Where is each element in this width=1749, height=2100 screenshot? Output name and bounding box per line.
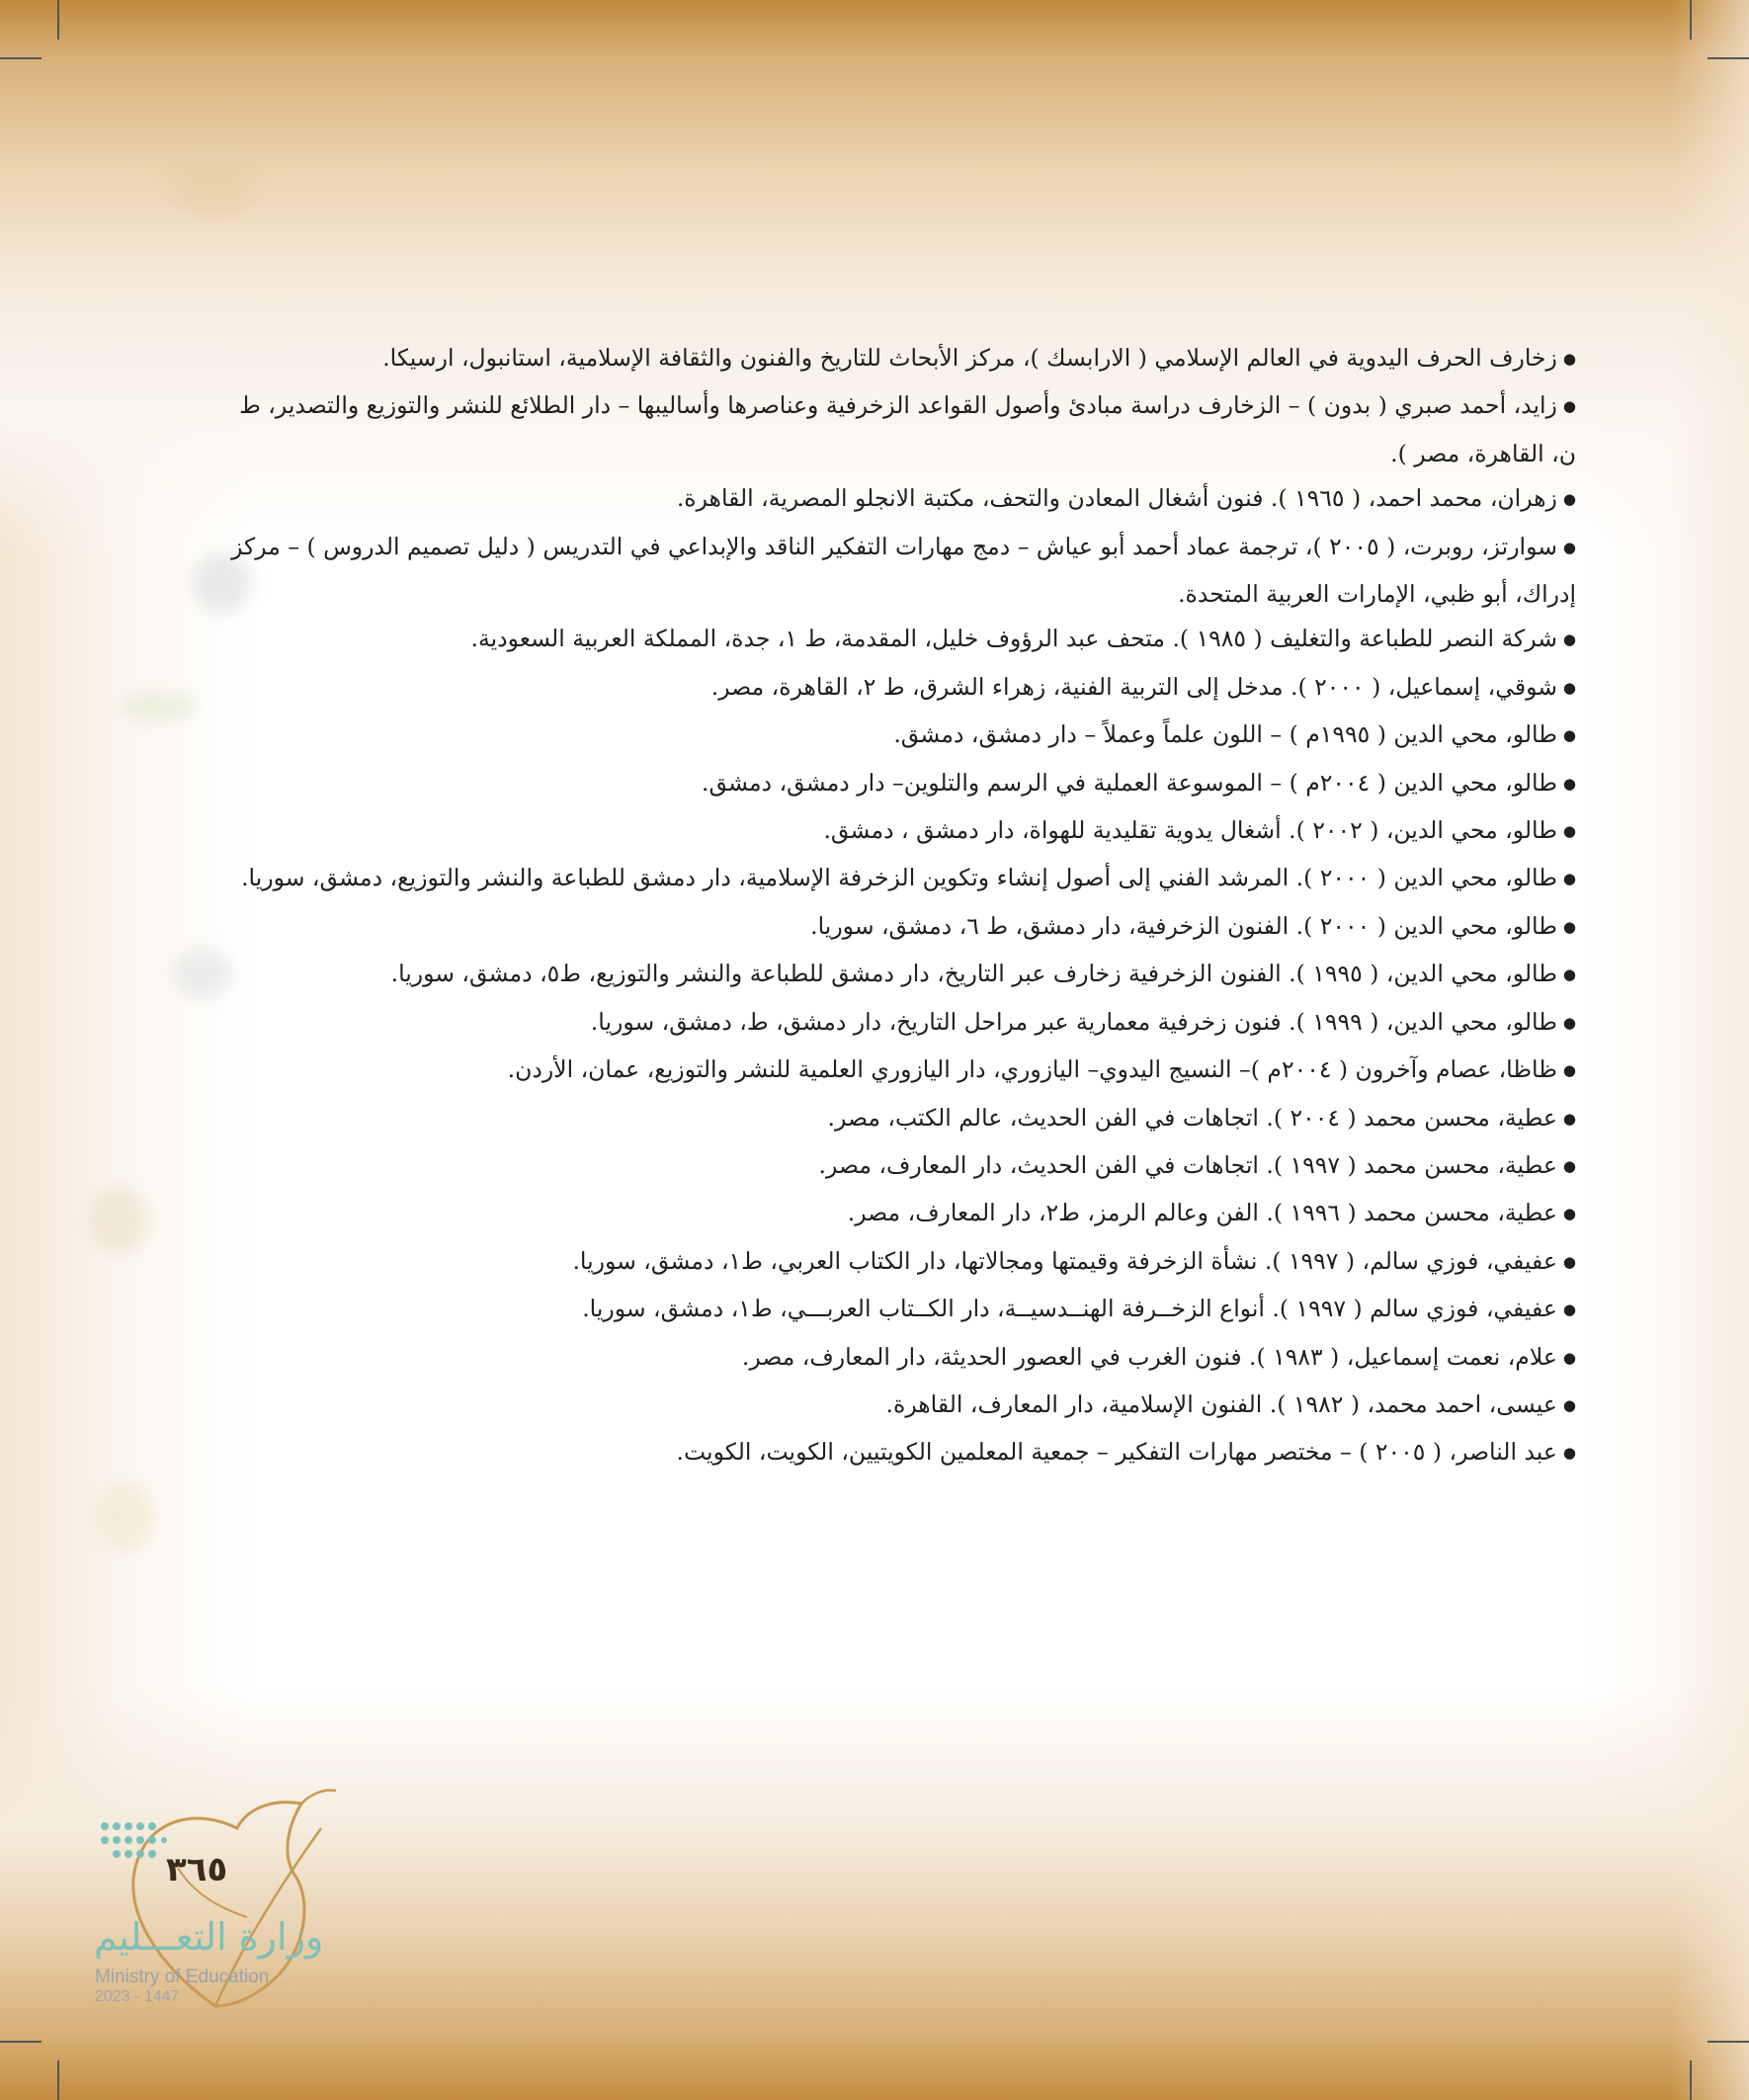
bibliography-entry: ● عفيفي، فوزي سالم ( ١٩٩٧ ). أنواع الزخــرفة الهنــدسيــة، دار الكــتاب العربـــي، ط١، دمشق، سوريا. <box>208 1287 1576 1334</box>
bibliography-entry: ● زخارف الحرف اليدوية في العالم الإسلامي ( الارابسك )، مركز الأبحاث للتاريخ والفنون والثقافة الإسلامية، استانبول، ارسيكا. <box>208 336 1576 383</box>
margin-decoration <box>168 148 257 217</box>
crop-mark <box>1707 2041 1749 2043</box>
ministry-name-english: Ministry of Education <box>95 1967 270 1987</box>
crop-mark <box>1707 57 1749 59</box>
margin-decoration <box>119 692 198 721</box>
bibliography-entry: ● طالو، محي الدين، ( ١٩٩٥ ). الفنون الزخرفية زخارف عبر التاريخ، دار دمشق للطباعة والنشر والتوزيع، ط٥، دمشق، سوريا. <box>208 952 1576 999</box>
bibliography-entry: ● عطية، محسن محمد ( ٢٠٠٤ ). اتجاهات في الفن الحديث، عالم الكتب، مصر. <box>208 1096 1576 1143</box>
crop-mark <box>1690 2060 1692 2100</box>
bibliography-entry: ● طالو، محي الدين ( ٢٠٠٤م ) – الموسوعة العملية في الرسم والتلوين– دار دمشق، دمشق. <box>208 761 1576 808</box>
bibliography-entry: ● شركة النصر للطباعة والتغليف ( ١٩٨٥ ). متحف عبد الرؤوف خليل، المقدمة، ط ١، جدة، المملكة العربية السعودية. <box>208 617 1576 664</box>
bibliography-entry: ● طالو، محي الدين، ( ٢٠٠٢ ). أشغال يدوية تقليدية للهواة، دار دمشق ، دمشق. <box>208 808 1576 856</box>
bibliography-entry: ● طالو، محي الدين ( ١٩٩٥م ) – اللون علماً وعملاً – دار دمشق، دمشق. <box>208 713 1576 760</box>
bibliography-entry: ● طالو، محي الدين، ( ١٩٩٩ ). فنون زخرفية معمارية عبر مراحل التاريخ، دار دمشق، ط، دمشق، سوريا. <box>208 1000 1576 1048</box>
crop-mark <box>1690 0 1692 40</box>
bibliography-entry: ● عيسى، احمد محمد، ( ١٩٨٢ ). الفنون الإسلامية، دار المعارف، القاهرة. <box>208 1383 1576 1430</box>
bibliography-list <box>208 336 1576 1478</box>
bibliography-entry: ● علام، نعمت إسماعيل، ( ١٩٨٣ ). فنون الغرب في العصور الحديثة، دار المعارف، مصر. <box>208 1335 1576 1383</box>
ministry-dots-logo-icon <box>99 1820 168 1876</box>
bibliography-entry: ● عفيفي، فوزي سالم، ( ١٩٩٧ ). نشأة الزخرفة وقيمتها ومجالاتها، دار الكتاب العربي، ط١، دمشق، سوريا. <box>208 1239 1576 1287</box>
bibliography-entry: ● طالو، محي الدين ( ٢٠٠٠ ). الفنون الزخرفية، دار دمشق، ط ٦، دمشق، سوريا. <box>208 904 1576 952</box>
bibliography-entry: ● ظاظا، عصام وآخرون ( ٢٠٠٤م )– النسيج اليدوي– اليازوري، دار اليازوري العلمية للنشر والتوزيع، عمان، الأردن. <box>208 1048 1576 1095</box>
margin-decoration <box>89 1186 148 1255</box>
bibliography-entry: ● طالو، محي الدين ( ٢٠٠٠ ). المرشد الفني إلى أصول إنشاء وتكوين الزخرفة الإسلامية، دار دمشق للطباعة والنشر والتوزيع، دمشق، سوريا. <box>208 856 1576 903</box>
bibliography-entry: ● سوارتز، روبرت، ( ٢٠٠٥ )، ترجمة عماد أحمد أبو عياش – دمج مهارات التفكير الناقد والإبداعي في التدريس ( دليل تصميم الدروس ) – مركز إدراك، أبو ظبي، الإمارات العربية المتحدة. <box>208 525 1576 618</box>
right-margin-band <box>1670 0 1749 2100</box>
crop-mark <box>57 0 59 40</box>
bibliography-entry: ● عبد الناصر، ( ٢٠٠٥ ) – مختصر مهارات التفكير – جمعية المعلمين الكويتيين، الكويت، الكويت. <box>208 1430 1576 1477</box>
bibliography-entry: ● عطية، محسن محمد ( ١٩٩٦ ). الفن وعالم الرمز، ط٢، دار المعارف، مصر. <box>208 1191 1576 1238</box>
margin-decoration <box>94 1482 153 1552</box>
crop-mark <box>57 2060 59 2100</box>
crop-mark <box>0 57 42 59</box>
ministry-year: 2023 - 1447 <box>95 1988 180 2005</box>
page-number: ٣٦٥ <box>166 1850 228 1890</box>
bibliography-entry: ● زهران، محمد احمد، ( ١٩٦٥ ). فنون أشغال المعادن والتحف، مكتبة الانجلو المصرية، القاهرة. <box>208 476 1576 524</box>
bibliography-entry: ● زايد، أحمد صبري ( بدون ) – الزخارف دراسة مبادئ وأصول القواعد الزخرفية وعناصرها وأساليبها – دار الطلائع للنشر والتوزيع والتصدير، ط ن، القاهرة، مصر ). <box>208 383 1576 476</box>
crop-mark <box>0 2041 42 2043</box>
ministry-name-arabic: وزارة التعـــليم <box>94 1915 324 1959</box>
bibliography-entry: ● شوقي، إسماعيل، ( ٢٠٠٠ ). مدخل إلى التربية الفنية، زهراء الشرق، ط ٢، القاهرة، مصر. <box>208 665 1576 713</box>
bibliography-entry: ● عطية، محسن محمد ( ١٩٩٧ ). اتجاهات في الفن الحديث، دار المعارف، مصر. <box>208 1143 1576 1191</box>
